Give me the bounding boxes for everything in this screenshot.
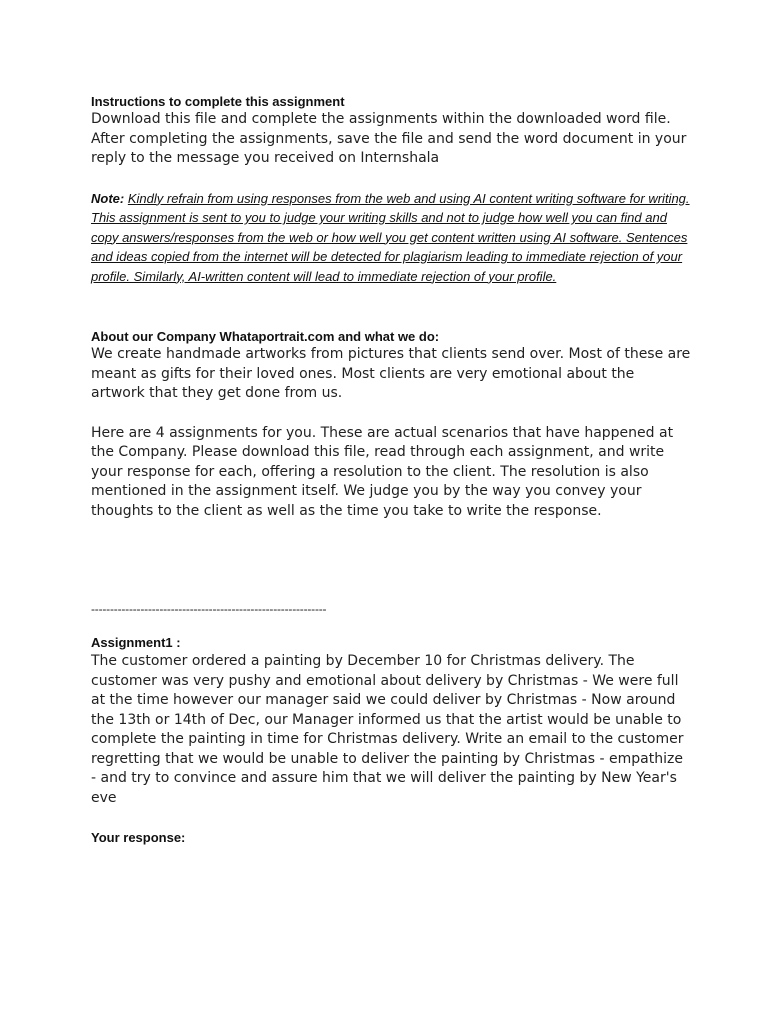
assignment1-body: The customer ordered a painting by December 10 for Christmas delivery. The customer was very pushy and emotional about delivery by Christmas - We were full at the time however our manager said we could deliver by Christmas - Now around the 13th or 14th of Dec, our Manager informed us that the artist would be unable to complete the painting in time for Christmas delivery. Write an email to the customer regretting that we would be unable to deliver the painting by Christmas - empathize - and try to convince and assure him that we will deliver the painting by New Year's eve [91, 653, 684, 806]
document-page [91, 93, 691, 846]
assignment1-heading: Assignment1 : [91, 635, 181, 650]
note-text: Kindly refrain from using responses from the web and using AI content writing software for writing. This assignment is sent to you to judge your writing skills and not to judge how well you can find and copy answers/responses from the web or how well you get content written using AI software. Sentences and ideas copied from the internet will be detected for plagiarism leading to immediate rejection of your profile. Similarly, AI-written content will lead to immediate rejection of your profile. [91, 190, 690, 284]
about-body: We create handmade artworks from pictures that clients send over. Most of these are meant as gifts for their loved ones. Most clients are very emotional about the artwork that they get done from us. [91, 346, 691, 401]
response-label: Your response: [91, 830, 186, 845]
about-heading: About our Company Whataportrait.com and what we do: [91, 329, 440, 344]
instructions-body: Download this file and complete the assignments within the downloaded word file. After completing the assignments, save the file and send the word document in your reply to the message you received on Internshala [91, 111, 687, 166]
note-label: Note: [91, 190, 125, 206]
intro-body: Here are 4 assignments for you. These are actual scenarios that have happened at the Company. Please download this file, read through each assignment, and write your response for each, offering a resolution to the client. The resolution is also mentioned in the assignment itself. We judge you by the way you convey your thoughts to the client as well as the time you take to write the response. [91, 424, 674, 519]
section-divider: -------------------------------------------------------------- [91, 602, 327, 616]
instructions-heading: Instructions to complete this assignment [91, 94, 345, 109]
note-paragraph [91, 189, 691, 287]
